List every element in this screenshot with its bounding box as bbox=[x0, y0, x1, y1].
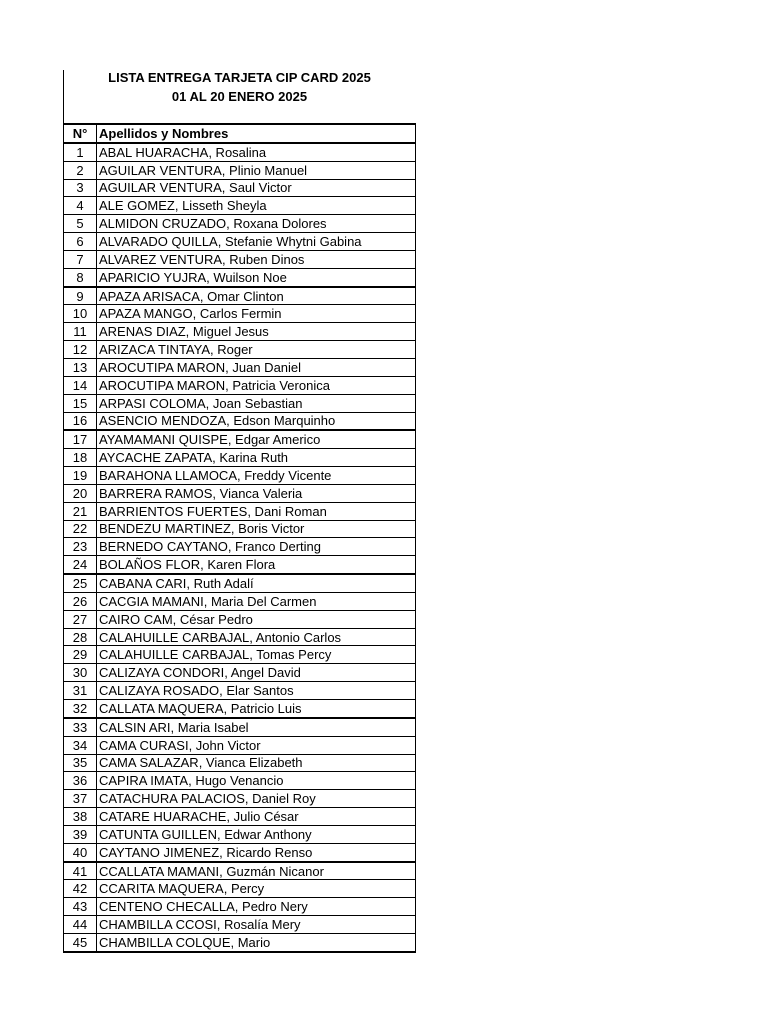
row-number: 30 bbox=[64, 664, 97, 682]
row-number: 4 bbox=[64, 197, 97, 215]
row-number: 35 bbox=[64, 754, 97, 772]
table-row bbox=[64, 449, 416, 467]
table-row bbox=[64, 502, 416, 520]
row-number: 1 bbox=[64, 143, 97, 161]
row-number: 18 bbox=[64, 449, 97, 467]
row-number: 33 bbox=[64, 718, 97, 736]
table-row bbox=[64, 592, 416, 610]
row-full-name: CENTENO CHECALLA, Pedro Nery bbox=[97, 898, 416, 916]
table-row bbox=[64, 825, 416, 843]
row-number: 40 bbox=[64, 843, 97, 861]
row-number: 8 bbox=[64, 268, 97, 286]
table-row bbox=[64, 197, 416, 215]
table-row bbox=[64, 520, 416, 538]
table-row bbox=[64, 843, 416, 861]
row-full-name: CAYTANO JIMENEZ, Ricardo Renso bbox=[97, 843, 416, 861]
table-row bbox=[64, 736, 416, 754]
document-subtitle: 01 AL 20 ENERO 2025 bbox=[171, 89, 308, 104]
row-full-name: ALMIDON CRUZADO, Roxana Dolores bbox=[97, 215, 416, 233]
row-number: 3 bbox=[64, 179, 97, 197]
row-full-name: BERNEDO CAYTANO, Franco Derting bbox=[97, 538, 416, 556]
row-full-name: APARICIO YUJRA, Wuilson Noe bbox=[97, 268, 416, 286]
row-number: 10 bbox=[64, 305, 97, 323]
row-full-name: BOLAÑOS FLOR, Karen Flora bbox=[97, 556, 416, 574]
row-number: 45 bbox=[64, 933, 97, 951]
row-full-name: ASENCIO MENDOZA, Edson Marquinho bbox=[97, 412, 416, 430]
row-full-name: CALSIN ARI, Maria Isabel bbox=[97, 718, 416, 736]
row-full-name: AROCUTIPA MARON, Patricia Veronica bbox=[97, 376, 416, 394]
table-row bbox=[64, 484, 416, 502]
table-body bbox=[64, 143, 416, 952]
table-row bbox=[64, 538, 416, 556]
table-row bbox=[64, 682, 416, 700]
row-full-name: CHAMBILLA CCOSI, Rosalía Mery bbox=[97, 916, 416, 934]
row-number: 37 bbox=[64, 790, 97, 808]
row-full-name: AYAMAMANI QUISPE, Edgar Americo bbox=[97, 430, 416, 448]
row-full-name: CATUNTA GUILLEN, Edwar Anthony bbox=[97, 825, 416, 843]
table-row bbox=[64, 305, 416, 323]
table-row bbox=[64, 933, 416, 951]
row-number: 29 bbox=[64, 646, 97, 664]
row-number: 34 bbox=[64, 736, 97, 754]
table-row bbox=[64, 556, 416, 574]
row-number: 24 bbox=[64, 556, 97, 574]
row-full-name: CCARITA MAQUERA, Percy bbox=[97, 880, 416, 898]
table-row bbox=[64, 574, 416, 592]
row-number: 32 bbox=[64, 700, 97, 718]
table-row bbox=[64, 358, 416, 376]
header-number: N° bbox=[64, 124, 97, 143]
row-number: 5 bbox=[64, 215, 97, 233]
table-row bbox=[64, 718, 416, 736]
row-full-name: ARIZACA TINTAYA, Roger bbox=[97, 341, 416, 359]
row-full-name: CAMA CURASI, John Victor bbox=[97, 736, 416, 754]
table-row bbox=[64, 700, 416, 718]
row-full-name: CAMA SALAZAR, Vianca Elizabeth bbox=[97, 754, 416, 772]
row-number: 28 bbox=[64, 628, 97, 646]
table-row bbox=[64, 880, 416, 898]
table-row bbox=[64, 233, 416, 251]
row-number: 19 bbox=[64, 467, 97, 485]
table-row bbox=[64, 143, 416, 161]
row-number: 2 bbox=[64, 161, 97, 179]
row-number: 21 bbox=[64, 502, 97, 520]
table-row bbox=[64, 628, 416, 646]
row-full-name: APAZA MANGO, Carlos Fermin bbox=[97, 305, 416, 323]
table-row bbox=[64, 250, 416, 268]
row-full-name: AGUILAR VENTURA, Saul Victor bbox=[97, 179, 416, 197]
table-row bbox=[64, 161, 416, 179]
row-number: 23 bbox=[64, 538, 97, 556]
table-row bbox=[64, 916, 416, 934]
row-number: 39 bbox=[64, 825, 97, 843]
row-full-name: CABANA CARI, Ruth Adalí bbox=[97, 574, 416, 592]
row-full-name: CACGIA MAMANI, Maria Del Carmen bbox=[97, 592, 416, 610]
row-number: 9 bbox=[64, 287, 97, 305]
delivery-list-table bbox=[63, 123, 416, 953]
table-row bbox=[64, 790, 416, 808]
row-number: 41 bbox=[64, 862, 97, 880]
table-row bbox=[64, 898, 416, 916]
table-row bbox=[64, 754, 416, 772]
table-row bbox=[64, 430, 416, 448]
row-full-name: ALE GOMEZ, Lisseth Sheyla bbox=[97, 197, 416, 215]
header-name: Apellidos y Nombres bbox=[97, 124, 416, 143]
row-number: 12 bbox=[64, 341, 97, 359]
row-full-name: BARAHONA LLAMOCA, Freddy Vicente bbox=[97, 467, 416, 485]
row-full-name: ARENAS DIAZ, Miguel Jesus bbox=[97, 323, 416, 341]
row-full-name: AYCACHE ZAPATA, Karina Ruth bbox=[97, 449, 416, 467]
row-number: 20 bbox=[64, 484, 97, 502]
row-full-name: AGUILAR VENTURA, Plinio Manuel bbox=[97, 161, 416, 179]
row-full-name: CCALLATA MAMANI, Guzmán Nicanor bbox=[97, 862, 416, 880]
table-row bbox=[64, 341, 416, 359]
row-full-name: APAZA ARISACA, Omar Clinton bbox=[97, 287, 416, 305]
row-number: 14 bbox=[64, 376, 97, 394]
row-number: 44 bbox=[64, 916, 97, 934]
row-full-name: BARRIENTOS FUERTES, Dani Roman bbox=[97, 502, 416, 520]
row-full-name: CALIZAYA CONDORI, Angel David bbox=[97, 664, 416, 682]
table-row bbox=[64, 287, 416, 305]
row-number: 11 bbox=[64, 323, 97, 341]
table-row bbox=[64, 862, 416, 880]
table-row bbox=[64, 323, 416, 341]
row-full-name: AROCUTIPA MARON, Juan Daniel bbox=[97, 358, 416, 376]
table-row bbox=[64, 808, 416, 826]
row-full-name: BARRERA RAMOS, Vianca Valeria bbox=[97, 484, 416, 502]
row-number: 43 bbox=[64, 898, 97, 916]
table-row bbox=[64, 412, 416, 430]
table-row bbox=[64, 664, 416, 682]
row-full-name: ALVAREZ VENTURA, Ruben Dinos bbox=[97, 250, 416, 268]
row-number: 15 bbox=[64, 394, 97, 412]
document-title: LISTA ENTREGA TARJETA CIP CARD 2025 bbox=[108, 70, 371, 85]
row-number: 31 bbox=[64, 682, 97, 700]
row-number: 38 bbox=[64, 808, 97, 826]
row-full-name: CATARE HUARACHE, Julio César bbox=[97, 808, 416, 826]
row-number: 17 bbox=[64, 430, 97, 448]
row-number: 27 bbox=[64, 610, 97, 628]
row-number: 36 bbox=[64, 772, 97, 790]
row-full-name: CAIRO CAM, César Pedro bbox=[97, 610, 416, 628]
table-row bbox=[64, 394, 416, 412]
table-row bbox=[64, 646, 416, 664]
row-number: 7 bbox=[64, 250, 97, 268]
table-row bbox=[64, 772, 416, 790]
row-full-name: CALLATA MAQUERA, Patricio Luis bbox=[97, 700, 416, 718]
row-full-name: ALVARADO QUILLA, Stefanie Whytni Gabina bbox=[97, 233, 416, 251]
row-number: 42 bbox=[64, 880, 97, 898]
table-row bbox=[64, 467, 416, 485]
row-number: 16 bbox=[64, 412, 97, 430]
row-full-name: CAPIRA IMATA, Hugo Venancio bbox=[97, 772, 416, 790]
row-full-name: BENDEZU MARTINEZ, Boris Victor bbox=[97, 520, 416, 538]
table-row bbox=[64, 376, 416, 394]
table-row bbox=[64, 179, 416, 197]
row-full-name: ABAL HUARACHA, Rosalina bbox=[97, 143, 416, 161]
row-number: 25 bbox=[64, 574, 97, 592]
table-header-row bbox=[64, 124, 416, 143]
row-full-name: CHAMBILLA COLQUE, Mario bbox=[97, 933, 416, 951]
table-row bbox=[64, 610, 416, 628]
row-full-name: CALIZAYA ROSADO, Elar Santos bbox=[97, 682, 416, 700]
row-full-name: CATACHURA PALACIOS, Daniel Roy bbox=[97, 790, 416, 808]
table-row bbox=[64, 215, 416, 233]
row-full-name: ARPASI COLOMA, Joan Sebastian bbox=[97, 394, 416, 412]
row-full-name: CALAHUILLE CARBAJAL, Antonio Carlos bbox=[97, 628, 416, 646]
row-number: 22 bbox=[64, 520, 97, 538]
row-full-name: CALAHUILLE CARBAJAL, Tomas Percy bbox=[97, 646, 416, 664]
row-number: 6 bbox=[64, 233, 97, 251]
row-number: 13 bbox=[64, 358, 97, 376]
row-number: 26 bbox=[64, 592, 97, 610]
table-row bbox=[64, 268, 416, 286]
